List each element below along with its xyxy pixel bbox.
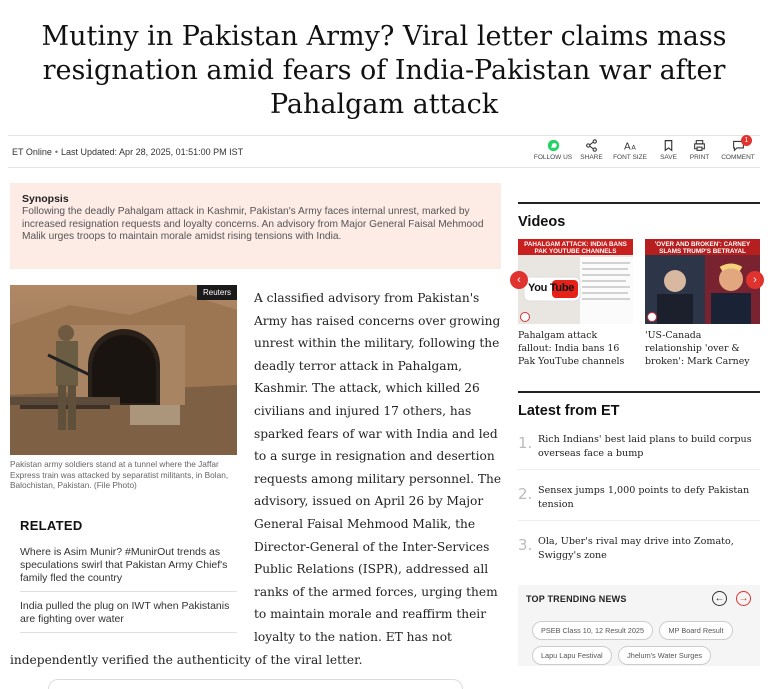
latest-item-link[interactable]: Sensex jumps 1,000 points to defy Pakistan tension (538, 485, 750, 510)
video-title[interactable]: 'US-Canada relationship 'over & broken': Mark Carney (645, 330, 750, 367)
video-card[interactable] (645, 239, 760, 368)
latest-item-number: 2. (518, 485, 533, 503)
youtube-logo: You Tube (528, 282, 575, 294)
share-button[interactable]: SHARE (577, 139, 606, 161)
trending-pill[interactable]: Jhelum's Water Surges (618, 646, 711, 665)
videos-title: Videos (518, 214, 566, 230)
photo-caption: Pakistan army soldiers stand at a tunnel where the Jaffar Express train was attacked by separatist militants, in Bolan, Balochistan, Pakistan. (File Photo) (10, 459, 229, 490)
latest-item[interactable] (518, 535, 760, 563)
save-button[interactable]: SAVE (654, 139, 683, 161)
carousel-next-button[interactable]: › (746, 271, 764, 289)
trending-pill[interactable]: MP Board Result (659, 621, 732, 640)
comment-button[interactable]: COMMENT 1 (721, 137, 755, 161)
article-photo[interactable] (10, 285, 237, 455)
article-bottom-box (48, 679, 463, 689)
divider (518, 469, 760, 470)
latest-title: Latest from ET (518, 403, 620, 419)
synopsis-box (10, 183, 501, 269)
latest-item-number: 1. (518, 434, 533, 452)
trending-pill[interactable]: Lapu Lapu Festival (532, 646, 612, 665)
video-thumb-banner: 'OVER AND BROKEN': CARNEY SLAMS TRUMP'S BETRAYAL (654, 241, 751, 255)
latest-item[interactable] (518, 484, 760, 512)
svg-text:A: A (630, 143, 636, 152)
trending-pill[interactable]: PSEB Class 10, 12 Result 2025 (532, 621, 653, 640)
carousel-prev-button[interactable]: ‹ (510, 271, 528, 289)
latest-item-number: 3. (518, 536, 533, 554)
trending-next-button[interactable]: → (736, 591, 751, 606)
related-link[interactable]: India pulled the plug on IWT when Pakistanis are fighting over water (20, 592, 237, 633)
print-icon (693, 139, 706, 152)
related-section (10, 518, 237, 633)
latest-item-link[interactable]: Rich Indians' best laid plans to build corpus overseas face a bump (538, 434, 752, 459)
divider (518, 520, 760, 521)
video-card[interactable] (518, 239, 633, 368)
synopsis-text: Following the deadly Pahalgam attack in Kashmir, Pakistan's Army faces internal unrest, marked by increased resignation requests and loyalty concerns. An advisory from Major General Faisal Mehmood Malik urges troops to maintain morale amidst rising tensions with India. (22, 206, 484, 242)
font-size-icon (624, 139, 637, 152)
bookmark-icon (662, 139, 675, 152)
play-icon (520, 312, 530, 322)
video-thumbnail[interactable] (518, 239, 633, 324)
related-link[interactable]: Where is Asim Munir? #MunirOut trends as speculations swirl that Pakistan Army Chief's family fled the country (20, 538, 237, 592)
follow-us-button[interactable]: FOLLOW US (531, 139, 575, 161)
section-divider (518, 391, 760, 393)
share-icon (585, 139, 598, 152)
latest-item[interactable] (518, 433, 760, 461)
print-button[interactable]: PRINT (685, 139, 714, 161)
article-headline: Mutiny in Pakistan Army? Viral letter claims mass resignation amid fears of India-Pakistan war after Pahalgam attack (41, 21, 727, 120)
videos-section (518, 202, 760, 367)
latest-from-et-section (518, 391, 760, 563)
article-meta-bar (8, 135, 760, 168)
latest-item-link[interactable]: Ola, Uber's rival may drive into Zomato, Swiggy's zone (538, 536, 734, 561)
photo-credit: Reuters (197, 285, 237, 300)
comment-count-badge: 1 (741, 135, 752, 146)
video-carousel (518, 239, 760, 379)
video-thumbnail[interactable] (645, 239, 760, 324)
article-actions (529, 139, 760, 161)
whatsapp-icon (547, 139, 560, 152)
svg-text:A: A (623, 141, 631, 152)
font-size-button[interactable]: A A FONT SIZE (608, 139, 652, 161)
trending-pills (532, 620, 752, 670)
trending-title: TOP TRENDING NEWS (526, 594, 627, 604)
article-body-continued: independently verified the authenticity of the viral letter. (10, 653, 363, 667)
section-divider (518, 202, 760, 204)
article-body: A classified advisory from Pakistan's Army has raised concerns over growing unrest within the military, following the deadly terror attack in Pahalgam, Kashmir. The attack, which killed 26 civilians and injured 17 others, has sparked fears of war with India and led to a surge in resignation and desertion requests among military personnel. The advisory, issued on April 26 by Major General Faisal Mehmood Malik, the Director-General of the Inter-Services Public Relations (ISPR), addressed all ranks of the armed forces, urging them to maintain morale and reaffirm their loyalty to the nation. ET has not (254, 291, 502, 644)
video-thumb-banner: PAHALGAM ATTACK: INDIA BANS PAK YOUTUBE CHANNELS (524, 241, 627, 255)
play-icon (647, 312, 657, 322)
video-title[interactable]: Pahalgam attack fallout: India bans 16 Pak YouTube channels (518, 330, 625, 367)
byline: ET Online • Last Updated: Apr 28, 2025, 01:51:00 PM IST (12, 147, 244, 157)
byline-source[interactable]: ET Online (12, 147, 52, 157)
byline-updated: Last Updated: Apr 28, 2025, 01:51:00 PM IST (61, 147, 244, 157)
synopsis-title: Synopsis (22, 193, 69, 205)
related-title: RELATED (20, 518, 83, 533)
top-trending-news (518, 585, 760, 666)
trending-prev-button[interactable]: ← (712, 591, 727, 606)
tunnel-soldiers-image (10, 285, 237, 455)
